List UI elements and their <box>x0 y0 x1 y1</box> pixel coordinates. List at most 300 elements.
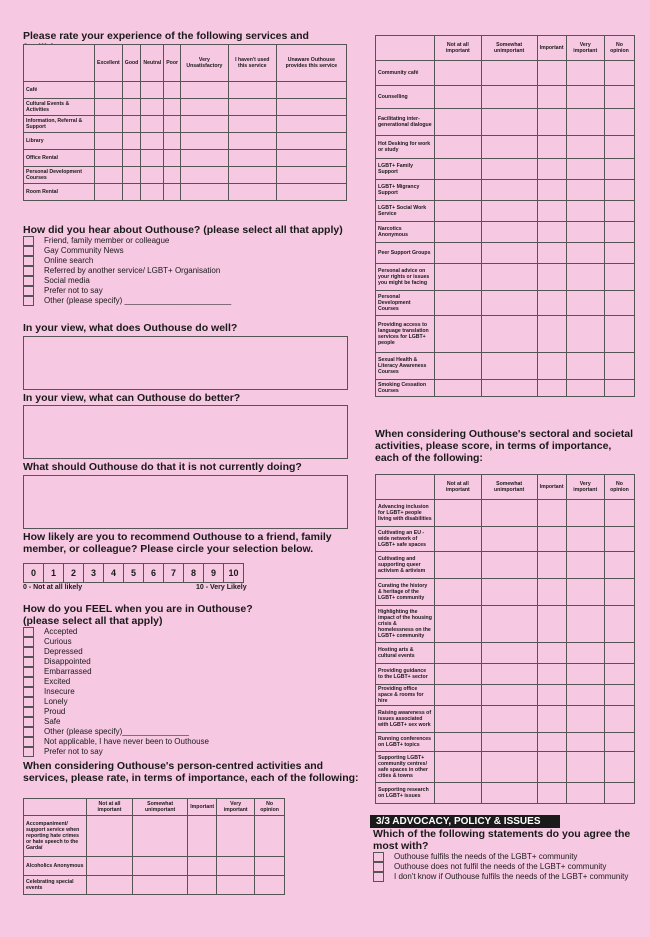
person-centred-right-answer-cell[interactable] <box>566 316 604 353</box>
sectoral-answer-cell[interactable] <box>435 752 482 783</box>
person-centred-right-answer-cell[interactable] <box>435 136 482 159</box>
person-centred-left-answer-cell[interactable] <box>217 816 255 857</box>
rate-services-answer-cell[interactable] <box>141 184 164 201</box>
person-centred-left-answer-cell[interactable] <box>255 876 285 895</box>
rate-services-answer-cell[interactable] <box>122 150 141 167</box>
hear-about-option-label: Friend, family member or colleague <box>44 236 170 246</box>
advocacy-checkbox[interactable] <box>373 872 384 882</box>
person-centred-right-answer-cell[interactable] <box>566 353 604 380</box>
person-centred-right-answer-cell[interactable] <box>481 353 537 380</box>
sectoral-answer-cell[interactable] <box>566 500 604 527</box>
person-centred-right-answer-cell[interactable] <box>481 136 537 159</box>
rate-services-answer-cell[interactable] <box>95 167 123 184</box>
rate-services-answer-cell[interactable] <box>181 167 229 184</box>
person-centred-right-answer-cell[interactable] <box>435 159 482 180</box>
person-centred-left-answer-cell[interactable] <box>132 857 187 876</box>
hear-about-option-label: Prefer not to say <box>44 286 103 296</box>
rate-services-column-header: I haven't used this service <box>228 45 276 82</box>
person-centred-right-row-label: Sexual Health & Literacy Awareness Courses <box>376 353 435 380</box>
advocacy-option <box>373 862 643 872</box>
sectoral-answer-cell[interactable] <box>481 606 537 643</box>
sectoral-answer-cell[interactable] <box>537 783 566 804</box>
rate-services-answer-cell[interactable] <box>95 150 123 167</box>
rate-services-row <box>24 82 347 99</box>
rate-services-answer-cell[interactable] <box>181 133 229 150</box>
sectoral-answer-cell[interactable] <box>435 706 482 733</box>
sectoral-answer-cell[interactable] <box>537 500 566 527</box>
advocacy-option <box>373 852 643 862</box>
sectoral-row <box>376 552 635 579</box>
person-centred-left-answer-cell[interactable] <box>188 857 217 876</box>
rate-services-answer-cell[interactable] <box>276 116 346 133</box>
rate-services-answer-cell[interactable] <box>95 99 123 116</box>
sectoral-answer-cell[interactable] <box>566 643 604 664</box>
sectoral-answer-cell[interactable] <box>604 733 634 752</box>
rate-services-answer-cell[interactable] <box>276 167 346 184</box>
sectoral-answer-cell[interactable] <box>566 527 604 552</box>
feel-checkbox[interactable] <box>23 637 34 647</box>
rate-services-answer-cell[interactable] <box>164 167 181 184</box>
person-centred-left-answer-cell[interactable] <box>217 876 255 895</box>
hear-about-checkbox[interactable] <box>23 276 34 286</box>
sectoral-answer-cell[interactable] <box>435 643 482 664</box>
hear-about-checkbox[interactable] <box>23 256 34 266</box>
person-centred-right-answer-cell[interactable] <box>537 86 566 109</box>
person-centred-right-row-label: Peer Support Groups <box>376 243 435 264</box>
rate-services-row-label: Cultural Events & Activities <box>24 99 95 116</box>
rate-services-row <box>24 116 347 133</box>
feel-checkbox[interactable] <box>23 707 34 717</box>
person-centred-right-row <box>376 243 635 264</box>
hear-about-checkbox[interactable] <box>23 236 34 246</box>
sectoral-row-label: Raising awareness of issues associated with LGBT+ sex work <box>376 706 435 733</box>
rate-services-answer-cell[interactable] <box>228 133 276 150</box>
sectoral-answer-cell[interactable] <box>604 783 634 804</box>
sectoral-answer-cell[interactable] <box>604 685 634 706</box>
rate-services-answer-cell[interactable] <box>228 150 276 167</box>
sectoral-row <box>376 579 635 606</box>
sectoral-answer-cell[interactable] <box>481 752 537 783</box>
person-centred-right-answer-cell[interactable] <box>604 380 634 397</box>
feel-options <box>23 627 353 757</box>
person-centred-left-answer-cell[interactable] <box>217 857 255 876</box>
advocacy-checkbox[interactable] <box>373 862 384 872</box>
rate-services-answer-cell[interactable] <box>122 99 141 116</box>
sectoral-answer-cell[interactable] <box>481 643 537 664</box>
rate-services-answer-cell[interactable] <box>276 184 346 201</box>
do-better-answer-box[interactable] <box>23 405 348 459</box>
person-centred-right-answer-cell[interactable] <box>537 316 566 353</box>
person-centred-right-answer-cell[interactable] <box>604 180 634 201</box>
sectoral-answer-cell[interactable] <box>537 552 566 579</box>
feel-checkbox[interactable] <box>23 717 34 727</box>
person-centred-right-answer-cell[interactable] <box>566 86 604 109</box>
rate-services-answer-cell[interactable] <box>95 116 123 133</box>
recommend-scale-value[interactable]: 10 <box>223 563 244 583</box>
person-centred-right-answer-cell[interactable] <box>537 109 566 136</box>
person-centred-right-answer-cell[interactable] <box>604 61 634 86</box>
feel-checkbox[interactable] <box>23 677 34 687</box>
rate-services-answer-cell[interactable] <box>276 82 346 99</box>
recommend-scale-value[interactable]: 0 <box>23 563 44 583</box>
sectoral-answer-cell[interactable] <box>566 752 604 783</box>
rate-services-answer-cell[interactable] <box>95 184 123 201</box>
recommend-scale-value[interactable]: 2 <box>63 563 84 583</box>
sectoral-answer-cell[interactable] <box>481 685 537 706</box>
person-centred-right-answer-cell[interactable] <box>537 180 566 201</box>
person-centred-right-row <box>376 61 635 86</box>
person-centred-right-answer-cell[interactable] <box>435 201 482 222</box>
person-centred-left-answer-cell[interactable] <box>87 816 133 857</box>
person-centred-left-answer-cell[interactable] <box>255 816 285 857</box>
sectoral-answer-cell[interactable] <box>537 579 566 606</box>
feel-option <box>23 677 353 687</box>
not-doing-answer-box[interactable] <box>23 475 348 529</box>
recommend-scale-value[interactable]: 9 <box>203 563 224 583</box>
rate-services-answer-cell[interactable] <box>276 150 346 167</box>
sectoral-answer-cell[interactable] <box>604 500 634 527</box>
feel-checkbox[interactable] <box>23 687 34 697</box>
person-centred-right-answer-cell[interactable] <box>537 201 566 222</box>
person-centred-right-row <box>376 291 635 316</box>
advocacy-checkbox[interactable] <box>373 852 384 862</box>
person-centred-left-answer-cell[interactable] <box>132 816 187 857</box>
rate-services-answer-cell[interactable] <box>276 133 346 150</box>
person-centred-left-column-header: Somewhat unimportant <box>132 799 187 816</box>
recommend-scale-value[interactable]: 3 <box>83 563 104 583</box>
sectoral-answer-cell[interactable] <box>481 783 537 804</box>
person-centred-right-answer-cell[interactable] <box>481 201 537 222</box>
person-centred-left-answer-cell[interactable] <box>188 816 217 857</box>
person-centred-left-row-label: Alcoholics Anonymous <box>24 857 87 876</box>
rate-services-answer-cell[interactable] <box>164 82 181 99</box>
sectoral-answer-cell[interactable] <box>435 783 482 804</box>
rate-services-answer-cell[interactable] <box>228 116 276 133</box>
rate-services-answer-cell[interactable] <box>276 99 346 116</box>
sectoral-answer-cell[interactable] <box>481 527 537 552</box>
sectoral-answer-cell[interactable] <box>435 733 482 752</box>
person-centred-right-answer-cell[interactable] <box>435 222 482 243</box>
sectoral-answer-cell[interactable] <box>604 552 634 579</box>
person-centred-right-answer-cell[interactable] <box>566 159 604 180</box>
person-centred-right-answer-cell[interactable] <box>435 180 482 201</box>
feel-option-label: Disappointed <box>44 657 91 667</box>
feel-title: How do you FEEL when you are in Outhouse? (please select all that apply) <box>23 603 253 627</box>
sectoral-answer-cell[interactable] <box>604 664 634 685</box>
person-centred-right-answer-cell[interactable] <box>537 264 566 291</box>
rate-services-row-label: Room Rental <box>24 184 95 201</box>
rate-services-answer-cell[interactable] <box>122 133 141 150</box>
hear-about-option-label: Other (please specify) ________________________ <box>44 296 232 306</box>
sectoral-answer-cell[interactable] <box>435 579 482 606</box>
rate-services-answer-cell[interactable] <box>141 133 164 150</box>
person-centred-right-answer-cell[interactable] <box>604 222 634 243</box>
person-centred-right-row-label: Counselling <box>376 86 435 109</box>
person-centred-right-answer-cell[interactable] <box>481 159 537 180</box>
rate-services-answer-cell[interactable] <box>141 167 164 184</box>
rate-services-answer-cell[interactable] <box>164 150 181 167</box>
rate-services-answer-cell[interactable] <box>181 116 229 133</box>
sectoral-column-header: No opinion <box>604 475 634 500</box>
feel-checkbox[interactable] <box>23 627 34 637</box>
rate-services-answer-cell[interactable] <box>228 82 276 99</box>
person-centred-left-answer-cell[interactable] <box>132 876 187 895</box>
person-centred-right-answer-cell[interactable] <box>604 86 634 109</box>
sectoral-answer-cell[interactable] <box>481 500 537 527</box>
person-centred-right-answer-cell[interactable] <box>566 291 604 316</box>
recommend-scale-value[interactable]: 6 <box>143 563 164 583</box>
sectoral-answer-cell[interactable] <box>481 579 537 606</box>
sectoral-row <box>376 685 635 706</box>
hear-about-option <box>23 246 353 256</box>
person-centred-right-answer-cell[interactable] <box>481 222 537 243</box>
sectoral-answer-cell[interactable] <box>537 733 566 752</box>
sectoral-answer-cell[interactable] <box>566 664 604 685</box>
sectoral-answer-cell[interactable] <box>537 527 566 552</box>
hear-about-checkbox[interactable] <box>23 286 34 296</box>
sectoral-answer-cell[interactable] <box>537 606 566 643</box>
feel-checkbox[interactable] <box>23 747 34 757</box>
feel-checkbox[interactable] <box>23 657 34 667</box>
hear-about-option-label: Online search <box>44 256 94 266</box>
feel-option <box>23 657 353 667</box>
person-centred-right-answer-cell[interactable] <box>604 159 634 180</box>
rate-services-answer-cell[interactable] <box>181 150 229 167</box>
rate-services-answer-cell[interactable] <box>122 116 141 133</box>
sectoral-answer-cell[interactable] <box>435 500 482 527</box>
sectoral-answer-cell[interactable] <box>566 783 604 804</box>
person-centred-title: When considering Outhouse's person-centred activities and services, please rate, in terms of importance, each of the following: <box>23 760 359 784</box>
sectoral-answer-cell[interactable] <box>481 733 537 752</box>
rate-services-row-label: Office Rental <box>24 150 95 167</box>
person-centred-right-answer-cell[interactable] <box>537 61 566 86</box>
feel-checkbox[interactable] <box>23 737 34 747</box>
person-centred-right-answer-cell[interactable] <box>481 86 537 109</box>
person-centred-right-answer-cell[interactable] <box>435 264 482 291</box>
person-centred-right-answer-cell[interactable] <box>481 61 537 86</box>
person-centred-right-answer-cell[interactable] <box>566 243 604 264</box>
rate-services-answer-cell[interactable] <box>95 133 123 150</box>
feel-option-label: Lonely <box>44 697 68 707</box>
person-centred-right-row-label: LGBT+ Social Work Service <box>376 201 435 222</box>
rate-services-row <box>24 184 347 201</box>
sectoral-row <box>376 752 635 783</box>
rate-services-column-header: Unaware Outhouse provides this service <box>276 45 346 82</box>
sectoral-answer-cell[interactable] <box>604 706 634 733</box>
sectoral-answer-cell[interactable] <box>604 579 634 606</box>
advocacy-option <box>373 872 643 882</box>
person-centred-right-answer-cell[interactable] <box>435 109 482 136</box>
sectoral-answer-cell[interactable] <box>604 752 634 783</box>
rate-services-column-header: Very Unsatisfactory <box>181 45 229 82</box>
hear-about-checkbox[interactable] <box>23 266 34 276</box>
rate-services-answer-cell[interactable] <box>141 116 164 133</box>
rate-services-answer-cell[interactable] <box>164 133 181 150</box>
sectoral-answer-cell[interactable] <box>435 527 482 552</box>
person-centred-right-answer-cell[interactable] <box>566 222 604 243</box>
sectoral-answer-cell[interactable] <box>537 664 566 685</box>
feel-option-label: Accepted <box>44 627 78 637</box>
feel-option-label: Safe <box>44 717 61 727</box>
rate-services-answer-cell[interactable] <box>141 82 164 99</box>
recommend-low-label: 0 - Not at all likely <box>23 584 83 591</box>
person-centred-right-answer-cell[interactable] <box>435 316 482 353</box>
rate-services-answer-cell[interactable] <box>141 99 164 116</box>
rate-services-answer-cell[interactable] <box>164 116 181 133</box>
person-centred-right-answer-cell[interactable] <box>481 180 537 201</box>
sectoral-answer-cell[interactable] <box>537 643 566 664</box>
rate-services-answer-cell[interactable] <box>181 82 229 99</box>
advocacy-question: Which of the following statements do you agree the most with? <box>373 828 631 852</box>
does-well-answer-box[interactable] <box>23 336 348 390</box>
rate-services-answer-cell[interactable] <box>95 82 123 99</box>
person-centred-right-answer-cell[interactable] <box>435 353 482 380</box>
sectoral-answer-cell[interactable] <box>566 606 604 643</box>
sectoral-row-label: Running conferences on LGBT+ topics <box>376 733 435 752</box>
sectoral-answer-cell[interactable] <box>604 643 634 664</box>
sectoral-answer-cell[interactable] <box>604 606 634 643</box>
sectoral-answer-cell[interactable] <box>435 606 482 643</box>
person-centred-right-answer-cell[interactable] <box>566 380 604 397</box>
person-centred-right-answer-cell[interactable] <box>537 136 566 159</box>
person-centred-right-row-label: Smoking Cessation Courses <box>376 380 435 397</box>
sectoral-answer-cell[interactable] <box>481 706 537 733</box>
sectoral-answer-cell[interactable] <box>566 733 604 752</box>
sectoral-answer-cell[interactable] <box>566 685 604 706</box>
person-centred-right-answer-cell[interactable] <box>566 264 604 291</box>
hear-about-checkbox[interactable] <box>23 296 34 306</box>
rate-services-answer-cell[interactable] <box>141 150 164 167</box>
person-centred-right-answer-cell[interactable] <box>537 380 566 397</box>
sectoral-answer-cell[interactable] <box>481 552 537 579</box>
person-centred-right-answer-cell[interactable] <box>481 264 537 291</box>
person-centred-right-answer-cell[interactable] <box>604 136 634 159</box>
person-centred-right-answer-cell[interactable] <box>604 109 634 136</box>
sectoral-row-label: Curating the history & heritage of the LGBT+ community <box>376 579 435 606</box>
person-centred-right-row-label: Hot Desking for work or study <box>376 136 435 159</box>
sectoral-answer-cell[interactable] <box>537 685 566 706</box>
sectoral-answer-cell[interactable] <box>537 706 566 733</box>
person-centred-right-answer-cell[interactable] <box>604 291 634 316</box>
rate-services-answer-cell[interactable] <box>228 167 276 184</box>
person-centred-right-answer-cell[interactable] <box>435 291 482 316</box>
sectoral-answer-cell[interactable] <box>566 706 604 733</box>
recommend-scale-value[interactable]: 8 <box>183 563 204 583</box>
person-centred-right-answer-cell[interactable] <box>481 380 537 397</box>
person-centred-right-answer-cell[interactable] <box>604 353 634 380</box>
recommend-scale-value[interactable]: 1 <box>43 563 64 583</box>
person-centred-right-row <box>376 264 635 291</box>
rate-services-answer-cell[interactable] <box>164 99 181 116</box>
person-centred-right-header-corner <box>376 36 435 61</box>
recommend-scale-value[interactable]: 5 <box>123 563 144 583</box>
rate-services-answer-cell[interactable] <box>228 184 276 201</box>
person-centred-right-answer-cell[interactable] <box>481 243 537 264</box>
person-centred-right-answer-cell[interactable] <box>604 243 634 264</box>
person-centred-right-answer-cell[interactable] <box>566 180 604 201</box>
person-centred-right-answer-cell[interactable] <box>435 61 482 86</box>
advocacy-section-label: 3/3 ADVOCACY, POLICY & ISSUES <box>370 815 560 828</box>
person-centred-right-answer-cell[interactable] <box>537 243 566 264</box>
rate-services-answer-cell[interactable] <box>122 184 141 201</box>
person-centred-right-answer-cell[interactable] <box>537 353 566 380</box>
rate-services-row <box>24 167 347 184</box>
advocacy-option-label: Outhouse does not fulfil the needs of the LGBT+ community <box>394 862 607 872</box>
rate-services-answer-cell[interactable] <box>181 99 229 116</box>
hear-about-checkbox[interactable] <box>23 246 34 256</box>
sectoral-answer-cell[interactable] <box>435 685 482 706</box>
feel-checkbox[interactable] <box>23 697 34 707</box>
person-centred-right-answer-cell[interactable] <box>481 316 537 353</box>
person-centred-left-row <box>24 816 285 857</box>
person-centred-left-row <box>24 857 285 876</box>
person-centred-right-answer-cell[interactable] <box>435 243 482 264</box>
person-centred-right-answer-cell[interactable] <box>537 159 566 180</box>
rate-services-answer-cell[interactable] <box>181 184 229 201</box>
feel-option <box>23 737 353 747</box>
person-centred-right-answer-cell[interactable] <box>566 109 604 136</box>
feel-option <box>23 687 353 697</box>
sectoral-row-label: Cultivating and supporting queer activism & artivism <box>376 552 435 579</box>
person-centred-right-answer-cell[interactable] <box>481 109 537 136</box>
person-centred-right-answer-cell[interactable] <box>537 222 566 243</box>
person-centred-right-row <box>376 136 635 159</box>
feel-option-label: Other (please specify)_______________ <box>44 727 189 737</box>
person-centred-right-answer-cell[interactable] <box>604 316 634 353</box>
recommend-scale-value[interactable]: 7 <box>163 563 184 583</box>
person-centred-left-answer-cell[interactable] <box>87 857 133 876</box>
rate-services-answer-cell[interactable] <box>164 184 181 201</box>
rate-services-answer-cell[interactable] <box>228 99 276 116</box>
person-centred-right-answer-cell[interactable] <box>566 61 604 86</box>
person-centred-left-answer-cell[interactable] <box>255 857 285 876</box>
person-centred-right-answer-cell[interactable] <box>566 201 604 222</box>
feel-checkbox[interactable] <box>23 667 34 677</box>
feel-checkbox[interactable] <box>23 647 34 657</box>
rate-services-answer-cell[interactable] <box>122 167 141 184</box>
recommend-high-label: 10 - Very Likely <box>196 584 247 591</box>
feel-checkbox[interactable] <box>23 727 34 737</box>
person-centred-right-answer-cell[interactable] <box>481 291 537 316</box>
person-centred-right-answer-cell[interactable] <box>604 264 634 291</box>
hear-about-option-label: Gay Community News <box>44 246 124 256</box>
person-centred-right-answer-cell[interactable] <box>604 201 634 222</box>
recommend-scale-value[interactable]: 4 <box>103 563 124 583</box>
sectoral-header-row <box>376 475 635 500</box>
feel-option-label: Curious <box>44 637 72 647</box>
person-centred-right-answer-cell[interactable] <box>537 291 566 316</box>
rate-services-answer-cell[interactable] <box>122 82 141 99</box>
feel-option-label: Proud <box>44 707 66 717</box>
sectoral-table <box>375 474 635 804</box>
sectoral-answer-cell[interactable] <box>604 527 634 552</box>
sectoral-answer-cell[interactable] <box>566 579 604 606</box>
hear-about-option <box>23 266 353 276</box>
person-centred-left-answer-cell[interactable] <box>87 876 133 895</box>
feel-option <box>23 627 353 637</box>
person-centred-left-answer-cell[interactable] <box>188 876 217 895</box>
sectoral-answer-cell[interactable] <box>481 664 537 685</box>
person-centred-right-answer-cell[interactable] <box>435 86 482 109</box>
person-centred-right-answer-cell[interactable] <box>435 380 482 397</box>
sectoral-answer-cell[interactable] <box>435 664 482 685</box>
person-centred-left-column-header: Important <box>188 799 217 816</box>
person-centred-right-answer-cell[interactable] <box>566 136 604 159</box>
sectoral-answer-cell[interactable] <box>435 552 482 579</box>
sectoral-answer-cell[interactable] <box>537 752 566 783</box>
person-centred-right-row <box>376 159 635 180</box>
sectoral-answer-cell[interactable] <box>566 552 604 579</box>
